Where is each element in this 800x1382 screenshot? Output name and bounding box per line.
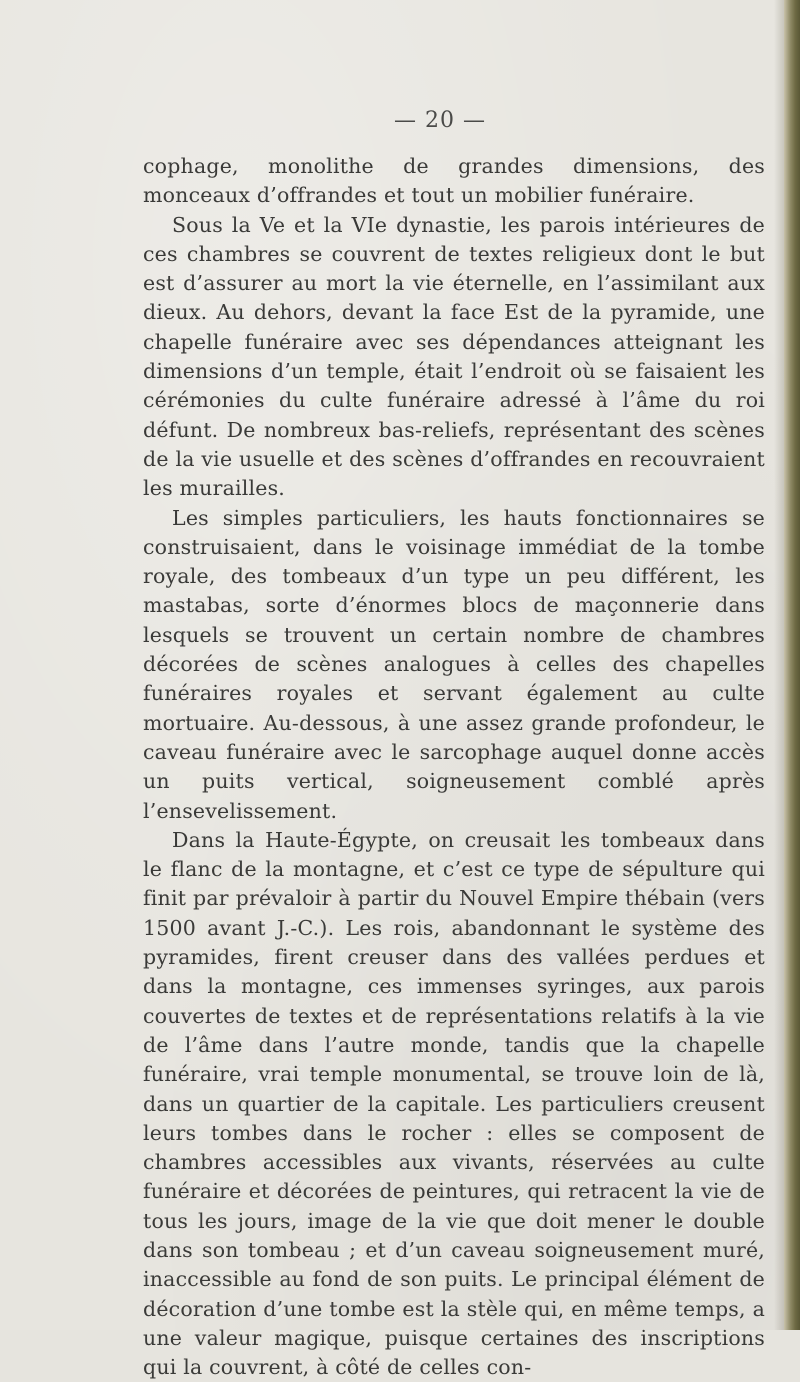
paragraph: Dans la Haute-Égypte, on creusait les tombeaux dans le flanc de la montagne, et c’est ce type de sépulture qui finit par prévaloir à partir du Nouvel Empire thébain (vers 1500 avant J.-C.). Les rois, abandonnant le système des pyramides, firent creuser dans des vallées perdues et dans la montagne, ces immenses syringes, aux parois couvertes de textes et de représentations relatifs à la vie de l’âme dans l’autre monde, tandis que la chapelle funéraire, vrai temple monumental, se trouve loin de là, dans un quartier de la capitale. Les particuliers creusent leurs tombes dans le rocher : elles se composent de chambres accessibles aux vivants, réservées au culte funéraire et décorées de peintures, qui retracent la vie de tous les jours, image de la vie que doit mener le double dans son tombeau ; et d’un caveau soigneusement muré, inaccessible au fond de son puits. Le principal élément de décoration d’une tombe est la stèle qui, en même temps, a une valeur magique, puisque certaines des inscriptions qui la couvrent, à côté de celles con- [143, 827, 765, 1380]
paragraph: cophage, monolithe de grandes dimensions, des monceaux d’offrandes et tout un mobilier funéraire. [143, 154, 765, 208]
page-number: — 20 — [394, 108, 486, 133]
body-text [143, 152, 765, 1382]
binding-shadow [774, 0, 784, 1330]
paragraph: Sous la Ve et la VIe dynastie, les parois intérieures de ces chambres se couvrent de textes religieux dont le but est d’assurer au mort la vie éternelle, en l’assimilant aux dieux. Au dehors, devant la face Est de la pyramide, une chapelle funéraire avec ses dépendances atteignant les dimensions d’un temple, était l’endroit où se faisaient les cérémonies du culte funéraire adressé à l’âme du roi défunt. De nombreux bas-reliefs, représentant des scènes de la vie usuelle et des scènes d’offrandes en recouvraient les murailles. [143, 212, 765, 501]
book-binding-edge [784, 0, 800, 1330]
paragraph: Les simples particuliers, les hauts fonctionnaires se construisaient, dans le voisinage immédiat de la tombe royale, des tombeaux d’un type un peu différent, les mastabas, sorte d’énormes blocs de maçonnerie dans lesquels se trouvent un certain nombre de chambres décorées de scènes analogues à celles des chapelles funéraires royales et servant également au culte mortuaire. Au-dessous, à une assez grande profondeur, le caveau funéraire avec le sarcophage auquel donne accès un puits vertical, soigneusement comblé après l’ensevelissement. [143, 505, 765, 823]
